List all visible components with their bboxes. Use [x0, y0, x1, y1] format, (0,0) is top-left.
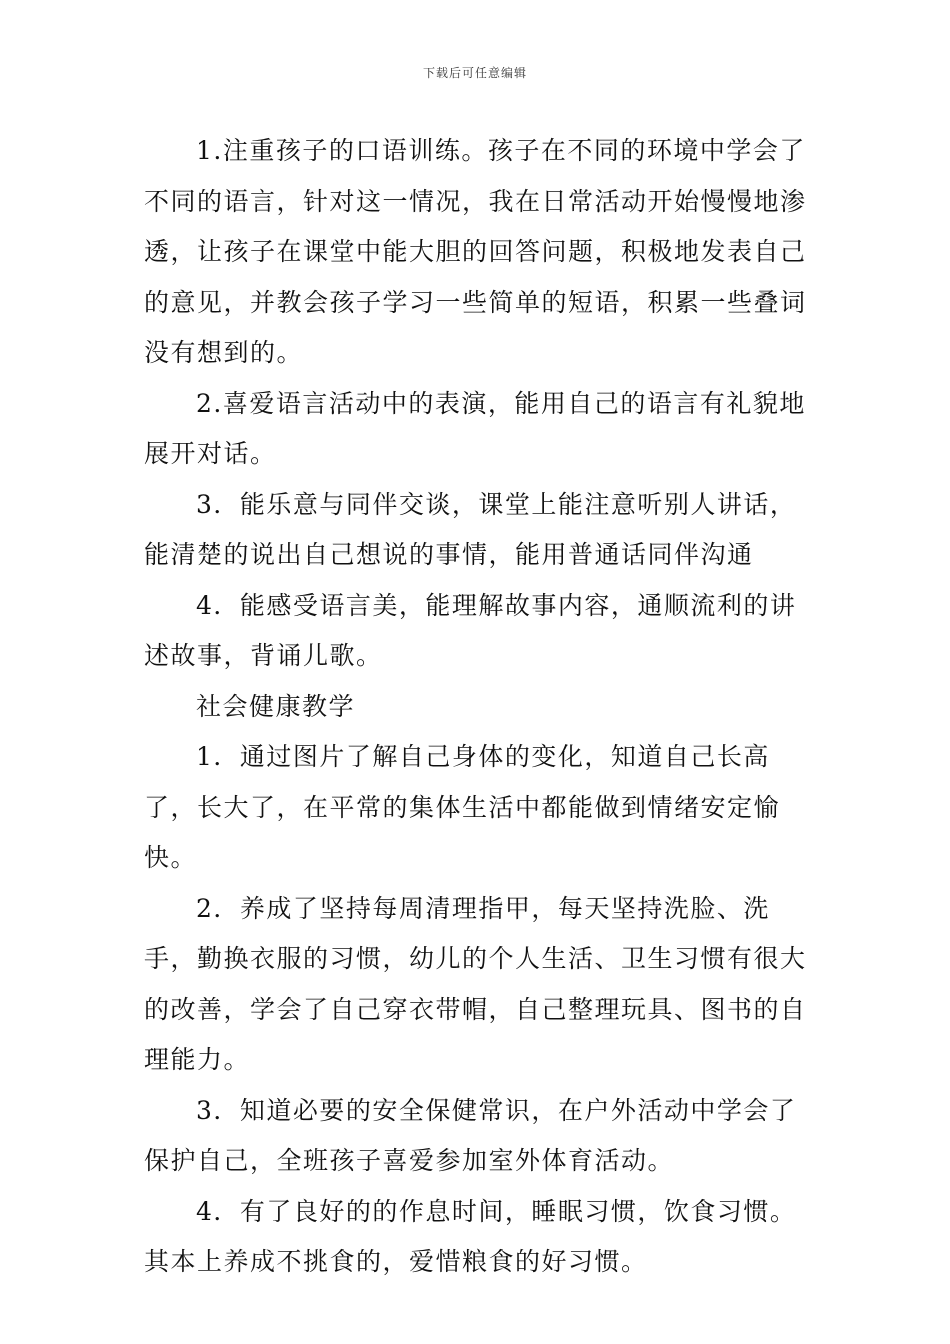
paragraph-health-3: 3．知道必要的安全保健常识，在户外活动中学会了保护自己，全班孩子喜爱参加室外体育活动。 — [144, 1095, 797, 1175]
paragraph-language-2: 2.喜爱语言活动中的表演，能用自己的语言有礼貌地展开对话。 — [144, 388, 806, 468]
paragraph-language-3: 3．能乐意与同伴交谈，课堂上能注意听别人讲话，能清楚的说出自己想说的事情，能用普通话同伴沟通 — [144, 489, 797, 569]
paragraph-health-2: 2．养成了坚持每周清理指甲，每天坚持洗脸、洗手，勤换衣服的习惯，幼儿的个人生活、卫生习惯有很大的改善，学会了自己穿衣带帽，自己整理玩具、图书的自理能力。 — [144, 893, 807, 1074]
section-heading-social-health: 社会健康教学 — [196, 691, 356, 721]
document-body — [144, 126, 808, 1288]
page-header: 下载后可任意编辑 — [422, 66, 527, 80]
paragraph-language-4: 4．能感受语言美，能理解故事内容，通顺流利的讲述故事，背诵儿歌。 — [144, 590, 797, 670]
paragraph-health-4: 4．有了良好的的作息时间，睡眠习惯，饮食习惯。其本上养成不挑食的，爱惜粮食的好习惯。 — [144, 1196, 797, 1276]
paragraph-health-1: 1．通过图片了解自己身体的变化，知道自己长高了，长大了，在平常的集体生活中都能做到情绪安定愉快。 — [144, 742, 781, 872]
paragraph-language-1: 1.注重孩子的口语训练。孩子在不同的环境中学会了不同的语言，针对这一情况，我在日常活动开始慢慢地渗透，让孩子在课堂中能大胆的回答问题，积极地发表自己的意见，并教会孩子学习一些简单的短语，积累一些叠词没有想到的。 — [144, 136, 807, 367]
